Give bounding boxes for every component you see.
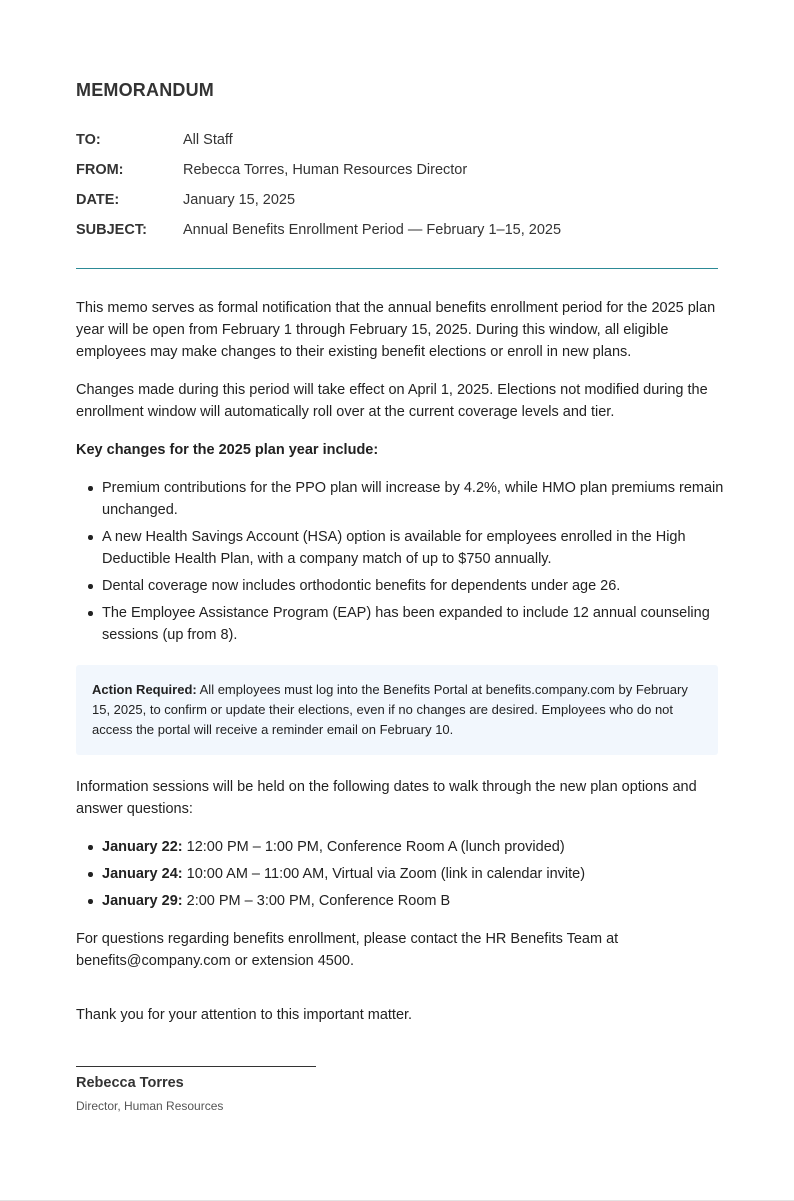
list-item xyxy=(102,890,747,912)
session-date: January 29: xyxy=(102,893,183,909)
list-item: The Employee Assistance Program (EAP) has been expanded to include 12 annual counseling sessions (up from 8). xyxy=(102,602,747,646)
callout-text: All employees must log into the Benefits Portal at benefits.company.com by February 15, 2025, to confirm or update their elections, even if no changes are desired. Employees who do not access the portal will receive a reminder email on February 10. xyxy=(92,682,688,737)
signature-line xyxy=(76,1066,316,1067)
session-date: January 22: xyxy=(102,839,183,855)
to-value: All Staff xyxy=(183,132,233,148)
key-changes-heading: Key changes for the 2025 plan year include: xyxy=(76,442,379,458)
date-value: January 15, 2025 xyxy=(183,192,296,208)
subject-value: Annual Benefits Enrollment Period — February 1–15, 2025 xyxy=(183,222,562,238)
date-label: DATE: xyxy=(76,192,120,208)
signature-title: Director, Human Resources xyxy=(76,1099,224,1113)
session-date: January 24: xyxy=(102,866,183,882)
list-item: A new Health Savings Account (HSA) option is available for employees enrolled in the High Deductible Health Plan, with a company match of up to $750 annually. xyxy=(102,526,747,570)
memo-title: MEMORANDUM xyxy=(76,80,214,100)
list-item: Premium contributions for the PPO plan will increase by 4.2%, while HMO plan premiums remain unchanged. xyxy=(102,477,747,521)
from-label: FROM: xyxy=(76,162,124,178)
session-details: 12:00 PM – 1:00 PM, Conference Room A (lunch provided) xyxy=(182,839,565,855)
contact-paragraph: For questions regarding benefits enrollment, please contact the HR Benefits Team at benefits@company.com or extension 4500. xyxy=(76,931,619,969)
list-item xyxy=(102,863,747,885)
action-required-callout xyxy=(76,665,718,755)
closing-paragraph: Thank you for your attention to this important matter. xyxy=(76,1007,413,1023)
callout-label: Action Required: xyxy=(92,682,197,697)
header-divider xyxy=(76,268,718,269)
from-value: Rebecca Torres, Human Resources Director xyxy=(183,162,468,178)
key-changes-list xyxy=(76,477,747,651)
to-label: TO: xyxy=(76,132,101,148)
signature-name: Rebecca Torres xyxy=(76,1075,184,1091)
subject-label: SUBJECT: xyxy=(76,222,147,238)
sessions-list xyxy=(76,836,747,917)
session-details: 2:00 PM – 3:00 PM, Conference Room B xyxy=(182,893,451,909)
intro-paragraph: This memo serves as formal notification that the annual benefits enrollment period for the 2025 plan year will be open from February 1 through February 15, 2025. During this window, all eligible employees may make changes to their existing benefit elections or enroll in new plans. xyxy=(76,300,716,360)
sessions-intro: Information sessions will be held on the following dates to walk through the new plan options and answer questions: xyxy=(76,779,697,817)
list-item: Dental coverage now includes orthodontic benefits for dependents under age 26. xyxy=(102,575,747,597)
session-details: 10:00 AM – 11:00 AM, Virtual via Zoom (link in calendar invite) xyxy=(182,866,586,882)
effective-date-paragraph: Changes made during this period will take effect on April 1, 2025. Elections not modified during the enrollment window will automatically roll over at the current coverage levels and tier. xyxy=(76,382,708,420)
list-item xyxy=(102,836,747,858)
